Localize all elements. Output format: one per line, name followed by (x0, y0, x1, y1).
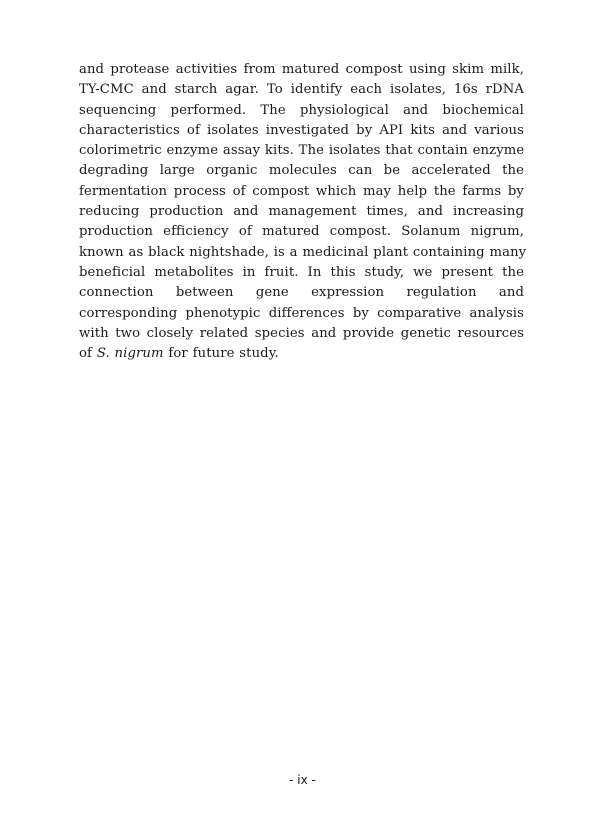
species-name: S. nigrum (96, 346, 164, 362)
text-line: with two closely related species and provide genetic resources (79, 325, 524, 341)
text-line: connection between gene expression regulation and (79, 285, 524, 301)
text-line-last (79, 344, 524, 364)
text-line: known as black nightshade, is a medicinal plant containing many (79, 244, 527, 260)
text-line: TY-CMC and starch agar. To identify each isolates, 16s rDNA (79, 82, 524, 98)
text-line: production efficiency of matured compost. Solanum nigrum, (79, 224, 524, 240)
text-line: degrading large organic molecules can be accelerated the (79, 163, 524, 179)
text-line: colorimetric enzyme assay kits. The isolates that contain enzyme (79, 143, 525, 159)
text-line: characteristics of isolates investigated by API kits and various (79, 122, 524, 138)
text-line: reducing production and management times, and increasing (79, 204, 524, 220)
text-line: corresponding phenotypic differences by comparative analysis (79, 305, 524, 321)
abstract-paragraph (79, 60, 527, 364)
page-number: - ix - (289, 773, 316, 787)
text-line: fermentation process of compost which may help the farms by (79, 183, 524, 199)
text-suffix: for future study. (163, 346, 279, 362)
text-line: beneficial metabolites in fruit. In this study, we present the (79, 264, 524, 280)
text-prefix: of (79, 346, 97, 362)
text-line: sequencing performed. The physiological and biochemical (79, 102, 524, 118)
text-line: and protease activities from matured compost using skim milk, (79, 62, 524, 77)
